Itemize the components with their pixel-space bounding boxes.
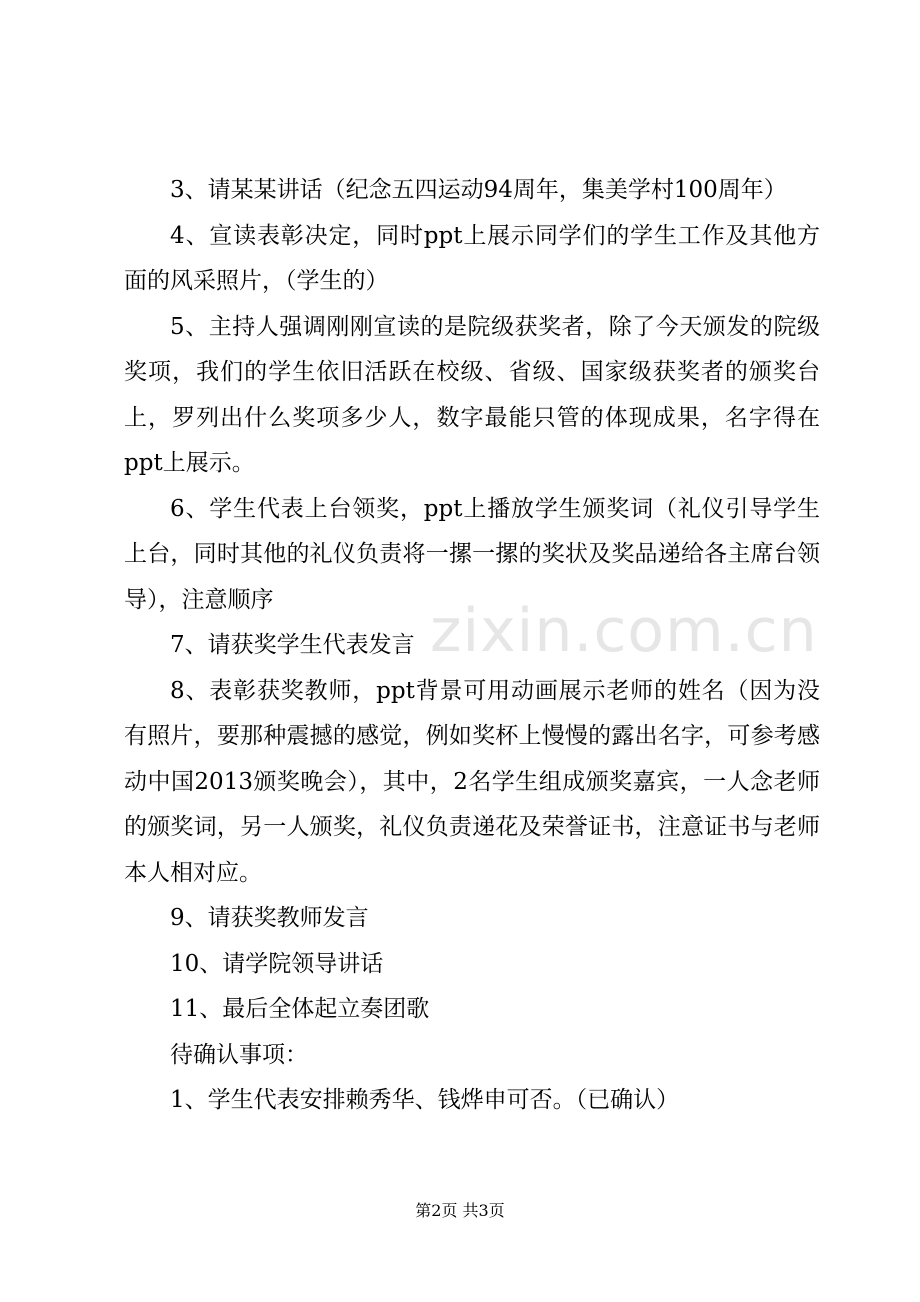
paragraph-item-5: 5、主持人强调刚刚宣读的是院级获奖者，除了今天颁发的院级奖项，我们的学生依旧活跃在校级、省级、国家级获奖者的颁奖台上，罗列出什么奖项多少人，数字最能只管的体现成果，名字得在ppt上展示。 (124, 313, 820, 476)
pending-item-1: 1、学生代表安排赖秀华、钱烨申可否。（已确认） (170, 1087, 680, 1113)
paragraph-item-3: 3、请某某讲话（纪念五四运动94周年，集美学村100周年） (170, 177, 787, 203)
paragraph-item-10: 10、请学院领导讲话 (170, 950, 384, 977)
document-body (124, 168, 820, 1124)
paragraph-item-4: 4、宣读表彰决定，同时ppt上展示同学们的学生工作及其他方面的风采照片，（学生的） (124, 222, 820, 294)
paragraph-item-11: 11、最后全体起立奏团歌 (170, 996, 430, 1022)
paragraph-item-7: 7、请获奖学生代表发言 (170, 632, 415, 658)
watermark: zixin.com.cn (430, 596, 818, 666)
pending-items-heading: 待确认事项： (170, 1041, 308, 1068)
paragraph-item-9: 9、请获奖教师发言 (170, 905, 369, 931)
page-number-footer: 第2页 共3页 (415, 1201, 505, 1220)
paragraph-item-6: 6、学生代表上台领奖，ppt上播放学生颁奖词（礼仪引导学生上台，同时其他的礼仪负责将一摞一摞的奖状及奖品递给各主席台领导），注意顺序 (124, 495, 820, 613)
paragraph-item-8: 8、表彰获奖教师，ppt背景可用动画展示老师的姓名（因为没有照片，要那种震撼的感觉，例如奖杯上慢慢的露出名字，可参考感动中国2013颁奖晚会），其中，2名学生组成颁奖嘉宾，一人念老师的颁奖词，另一人颁奖，礼仪负责递花及荣誉证书，注意证书与老师本人相对应。 (124, 677, 820, 886)
